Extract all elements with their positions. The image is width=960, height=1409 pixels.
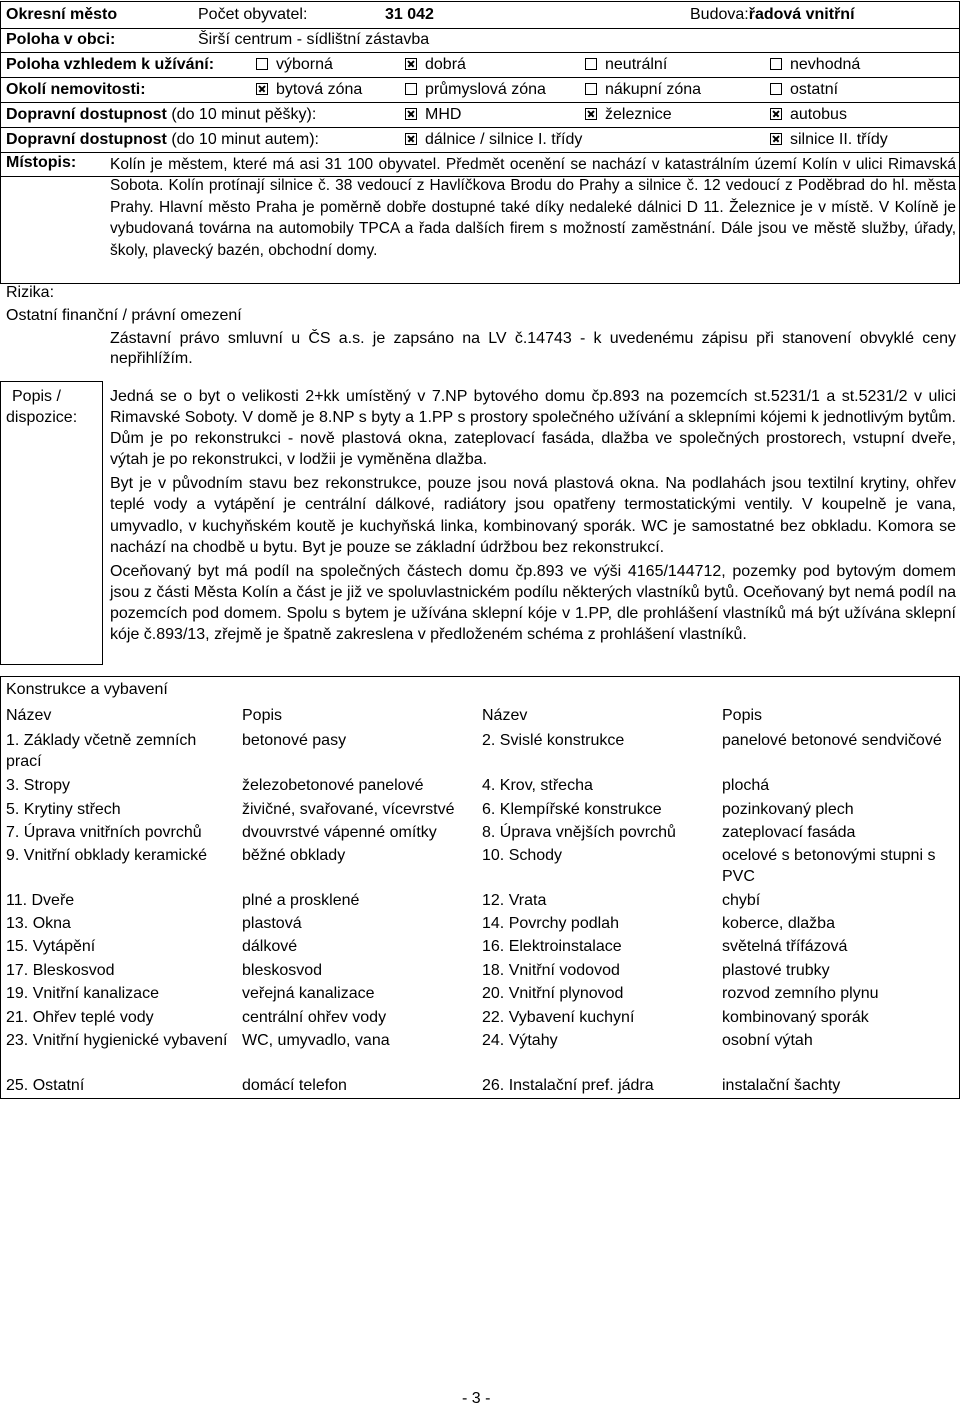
- table-cell: instalační šachty: [722, 1077, 841, 1094]
- table-cell: plné a prosklené: [242, 892, 360, 909]
- option-label: nákupní zóna: [605, 81, 702, 98]
- budova-value: řadová vnitřní: [748, 6, 855, 23]
- option-label: dálnice / silnice I. třídy: [425, 131, 583, 148]
- uziti-option[interactable]: [405, 55, 466, 75]
- table-cell: železobetonové panelové: [242, 777, 424, 794]
- popis-label-line2: dispozice:: [6, 409, 78, 426]
- rule: [0, 676, 960, 677]
- rule: [0, 381, 103, 382]
- table-cell: 19. Vnitřní kanalizace: [6, 985, 159, 1002]
- table-cell: bleskosvod: [242, 962, 323, 979]
- rizika-sub-label: Ostatní finanční / právní omezení: [6, 307, 242, 324]
- okoli-option[interactable]: [770, 80, 838, 100]
- table-cell: 4. Krov, střecha: [482, 777, 593, 794]
- column-header: Název: [482, 707, 528, 724]
- okoli-checkbox-1[interactable]: [405, 83, 417, 95]
- rizika-text: Zástavní právo smluvní u ČS a.s. je zapsáno na LV č.14743 - k uvedenému zápisu při stanovení obvyklé ceny nepřihlížím.: [110, 330, 956, 367]
- pesky-checkbox-1[interactable]: [585, 108, 597, 120]
- table-cell: 26. Instalační pref. jádra: [482, 1077, 654, 1094]
- rule: [0, 283, 960, 284]
- table-cell: 12. Vrata: [482, 892, 547, 909]
- pesky-option[interactable]: [770, 105, 847, 125]
- uziti-label: Poloha vzhledem k užívání:: [6, 56, 215, 73]
- table-cell: 15. Vytápění: [6, 938, 96, 955]
- table-cell: plastová: [242, 915, 302, 932]
- rule: [0, 102, 960, 103]
- label-rest: (do 10 minut autem):: [171, 131, 319, 148]
- rule: [0, 676, 1, 1099]
- option-label: nevhodná: [790, 56, 861, 73]
- popis-paragraph: Byt je v původním stavu bez rekonstrukce, pouze jsou nová plastová okna. Na podlahách jsou textilní krytiny, ohřev teplé vody a vytápění je centrální dálkové, radiátory jsou opatřeny termostatickými ventily. V koupelně je vana, umyvadlo, v kuchyňském koutě je kuchyňská linka, kombinovaný sporák. WC je samostatné bez obkladu. Komora se nachází na chodbě u bytu. Byt je pouze se základní údržbou bez rekonstrukcí.: [110, 475, 956, 556]
- mistopis-label: Místopis:: [6, 154, 77, 171]
- table-cell: 24. Výtahy: [482, 1032, 558, 1049]
- rule: [102, 381, 103, 665]
- uziti-checkbox-1[interactable]: [405, 58, 417, 70]
- table-cell: WC, umyvadlo, vana: [242, 1032, 390, 1049]
- pesky-option[interactable]: [585, 105, 672, 125]
- table-cell: betonové pasy: [242, 732, 347, 749]
- option-label: železnice: [605, 106, 672, 123]
- mistopis-text: Kolín je městem, které má asi 31 100 obyvatel. Předmět ocenění se nachází v katastrálním území Kolín v ulici Rimavská Sobota. Kolín protínají silnice č. 38 vedoucí z Havlíčkova Brodu do Prahy a silnice č. 12 vedoucí z Poděbrad do hl. města Prahy. Hlavní město Praha je poměrně dobře dostupné také díky nedaleké dálnici D 11. Železnice je v místě. V Kolíně je vybudovaná továrna na automobily TPCA a řada dalších firem s možností zaměstnání. Dále jsou ve městě služby, úřady, školy, plavecký bazén, obchodní domy.: [110, 156, 956, 259]
- pesky-checkbox-0[interactable]: [405, 108, 417, 120]
- option-label: průmyslová zóna: [425, 81, 546, 98]
- okoli-checkbox-2[interactable]: [585, 83, 597, 95]
- okoli-checkbox-3[interactable]: [770, 83, 782, 95]
- budova-field: [690, 5, 855, 25]
- uziti-checkbox-3[interactable]: [770, 58, 782, 70]
- poloha-value: Širší centrum - sídlištní zástavba: [198, 31, 430, 48]
- pesky-option[interactable]: [405, 105, 461, 125]
- uziti-option[interactable]: [256, 55, 333, 75]
- table-cell: plochá: [722, 777, 770, 794]
- uziti-checkbox-2[interactable]: [585, 58, 597, 70]
- label-bold: Dopravní dostupnost: [6, 131, 167, 148]
- autem-checkbox-0[interactable]: [405, 133, 417, 145]
- option-label: MHD: [425, 106, 462, 123]
- table-cell: 17. Bleskosvod: [6, 962, 115, 979]
- autem-option[interactable]: [770, 130, 888, 150]
- option-label: neutrální: [605, 56, 668, 73]
- table-cell: 9. Vnitřní obklady keramické: [6, 847, 207, 864]
- rule: [0, 52, 960, 53]
- poloha-label: Poloha v obci:: [6, 31, 116, 48]
- table-cell: ocelové s betonovými stupni s PVC: [722, 847, 936, 885]
- okoli-option[interactable]: [256, 80, 362, 100]
- option-label: dobrá: [425, 56, 466, 73]
- table-cell: kombinovaný sporák: [722, 1009, 869, 1026]
- table-cell: 1. Základy včetně zemních prací: [6, 732, 197, 770]
- pesky-checkbox-2[interactable]: [770, 108, 782, 120]
- table-cell: 3. Stropy: [6, 777, 71, 794]
- uziti-checkbox-0[interactable]: [256, 58, 268, 70]
- rule: [0, 152, 960, 153]
- table-cell: plastové trubky: [722, 962, 830, 979]
- option-label: ostatní: [790, 81, 839, 98]
- table-cell: dálkové: [242, 938, 298, 955]
- rule: [0, 77, 960, 78]
- column-header: Popis: [722, 707, 763, 724]
- table-cell: 23. Vnitřní hygienické vybavení: [6, 1032, 228, 1049]
- table-cell: rozvod zemního plynu: [722, 985, 879, 1002]
- column-header: Popis: [242, 707, 283, 724]
- table-cell: chybí: [722, 892, 761, 909]
- rule: [0, 152, 1, 283]
- rule: [0, 1098, 960, 1099]
- table-cell: živičné, svařované, vícevrstvé: [242, 801, 455, 818]
- okoli-option[interactable]: [405, 80, 546, 100]
- rizika-label: Rizika:: [6, 284, 55, 301]
- table-cell: osobní výtah: [722, 1032, 813, 1049]
- rule: [0, 381, 1, 665]
- rule: [0, 664, 103, 665]
- popis-label-line1: Popis /: [12, 388, 61, 405]
- dostupnost-pesky-label: [6, 105, 316, 125]
- pocet-obyvatel-label: Počet obyvatel:: [198, 6, 308, 23]
- table-cell: 8. Úprava vnějších povrchů: [482, 824, 676, 841]
- option-label: silnice II. třídy: [790, 131, 888, 148]
- popis-paragraph: Jedná se o byt o velikosti 2+kk umístěný v 7.NP bytového domu čp.893 na pozemcích st.5231/1 a st.5231/2 v ulici Rimavské Soboty. V domě je 8.NP s byty a 1.PP s prostory společného užívání a sklepními kójemi k jednotlivým bytům. Dům je po rekonstrukci - nově plastová okna, zateplovací fasáda, dlažba ve společných prostorech, vstupní dveře, výtah je po rekonstrukci, v lodžii je vyměněna dlažba.: [110, 388, 956, 469]
- table-cell: 7. Úprava vnitřních povrchů: [6, 824, 202, 841]
- table-cell: 14. Povrchy podlah: [482, 915, 619, 932]
- table-cell: 22. Vybavení kuchyní: [482, 1009, 635, 1026]
- table-cell: domácí telefon: [242, 1077, 347, 1094]
- okresni-mesto-label: Okresní město: [6, 6, 118, 23]
- label-bold: Dopravní dostupnost: [6, 106, 167, 123]
- table-cell: pozinkovaný plech: [722, 801, 854, 818]
- table-cell: centrální ohřev vody: [242, 1009, 387, 1026]
- table-cell: 13. Okna: [6, 915, 71, 932]
- table-cell: veřejná kanalizace: [242, 985, 375, 1002]
- autem-option[interactable]: [405, 130, 582, 150]
- table-cell: 21. Ohřev teplé vody: [6, 1009, 154, 1026]
- autem-checkbox-1[interactable]: [770, 133, 782, 145]
- rule: [0, 127, 960, 128]
- table-cell: 2. Svislé konstrukce: [482, 732, 625, 749]
- option-label: výborná: [276, 56, 333, 73]
- table-cell: světelná třífázová: [722, 938, 848, 955]
- popis-paragraph: Oceňovaný byt má podíl na společných částech domu čp.893 ve výši 4165/144712, pozemky pod bytovým domem jsou z části Města Kolín a část je již ve spoluvlastnickém podílu některých vlastníků bytů. Oceňovaný byt nemá podíl na pozemcích pod domem. Spolu s bytem je užívána sklepní kóje v 1.PP, dle prohlášení vlastníků má být užívána sklepní kóje č.893/13, zřejmě je špatně zakreslena v předloženém schéma z prohlášení vlastníků.: [110, 562, 956, 644]
- option-label: autobus: [790, 106, 847, 123]
- popis-text: [110, 386, 956, 648]
- rule: [0, 28, 960, 29]
- table-cell: 20. Vnitřní plynovod: [482, 985, 624, 1002]
- table-cell: 25. Ostatní: [6, 1077, 85, 1094]
- rule: [0, 1, 960, 2]
- label-rest: (do 10 minut pěšky):: [171, 106, 317, 123]
- table-cell: 6. Klempířské konstrukce: [482, 801, 662, 818]
- konstrukce-title: Konstrukce a vybavení: [6, 681, 168, 698]
- table-cell: 16. Elektroinstalace: [482, 938, 622, 955]
- budova-label: Budova:: [690, 6, 749, 23]
- table-cell: 11. Dveře: [6, 892, 75, 909]
- option-label: bytová zóna: [276, 81, 363, 98]
- dostupnost-autem-label: [6, 130, 319, 150]
- table-cell: 18. Vnitřní vodovod: [482, 962, 620, 979]
- pocet-obyvatel-value: 31 042: [385, 6, 434, 23]
- okoli-label: Okolí nemovitosti:: [6, 81, 146, 98]
- column-header: Název: [6, 707, 52, 724]
- table-cell: 5. Krytiny střech: [6, 801, 121, 818]
- uziti-option[interactable]: [770, 55, 860, 75]
- table-cell: panelové betonové sendvičové: [722, 732, 942, 749]
- table-cell: koberce, dlažba: [722, 915, 835, 932]
- table-cell: 10. Schody: [482, 847, 563, 864]
- uziti-option[interactable]: [585, 55, 667, 75]
- table-cell: dvouvrstvé vápenné omítky: [242, 824, 437, 841]
- table-cell: zateplovací fasáda: [722, 824, 856, 841]
- table-cell: běžné obklady: [242, 847, 346, 864]
- okoli-checkbox-0[interactable]: [256, 83, 268, 95]
- okoli-option[interactable]: [585, 80, 701, 100]
- page-number: - 3 -: [462, 1390, 491, 1407]
